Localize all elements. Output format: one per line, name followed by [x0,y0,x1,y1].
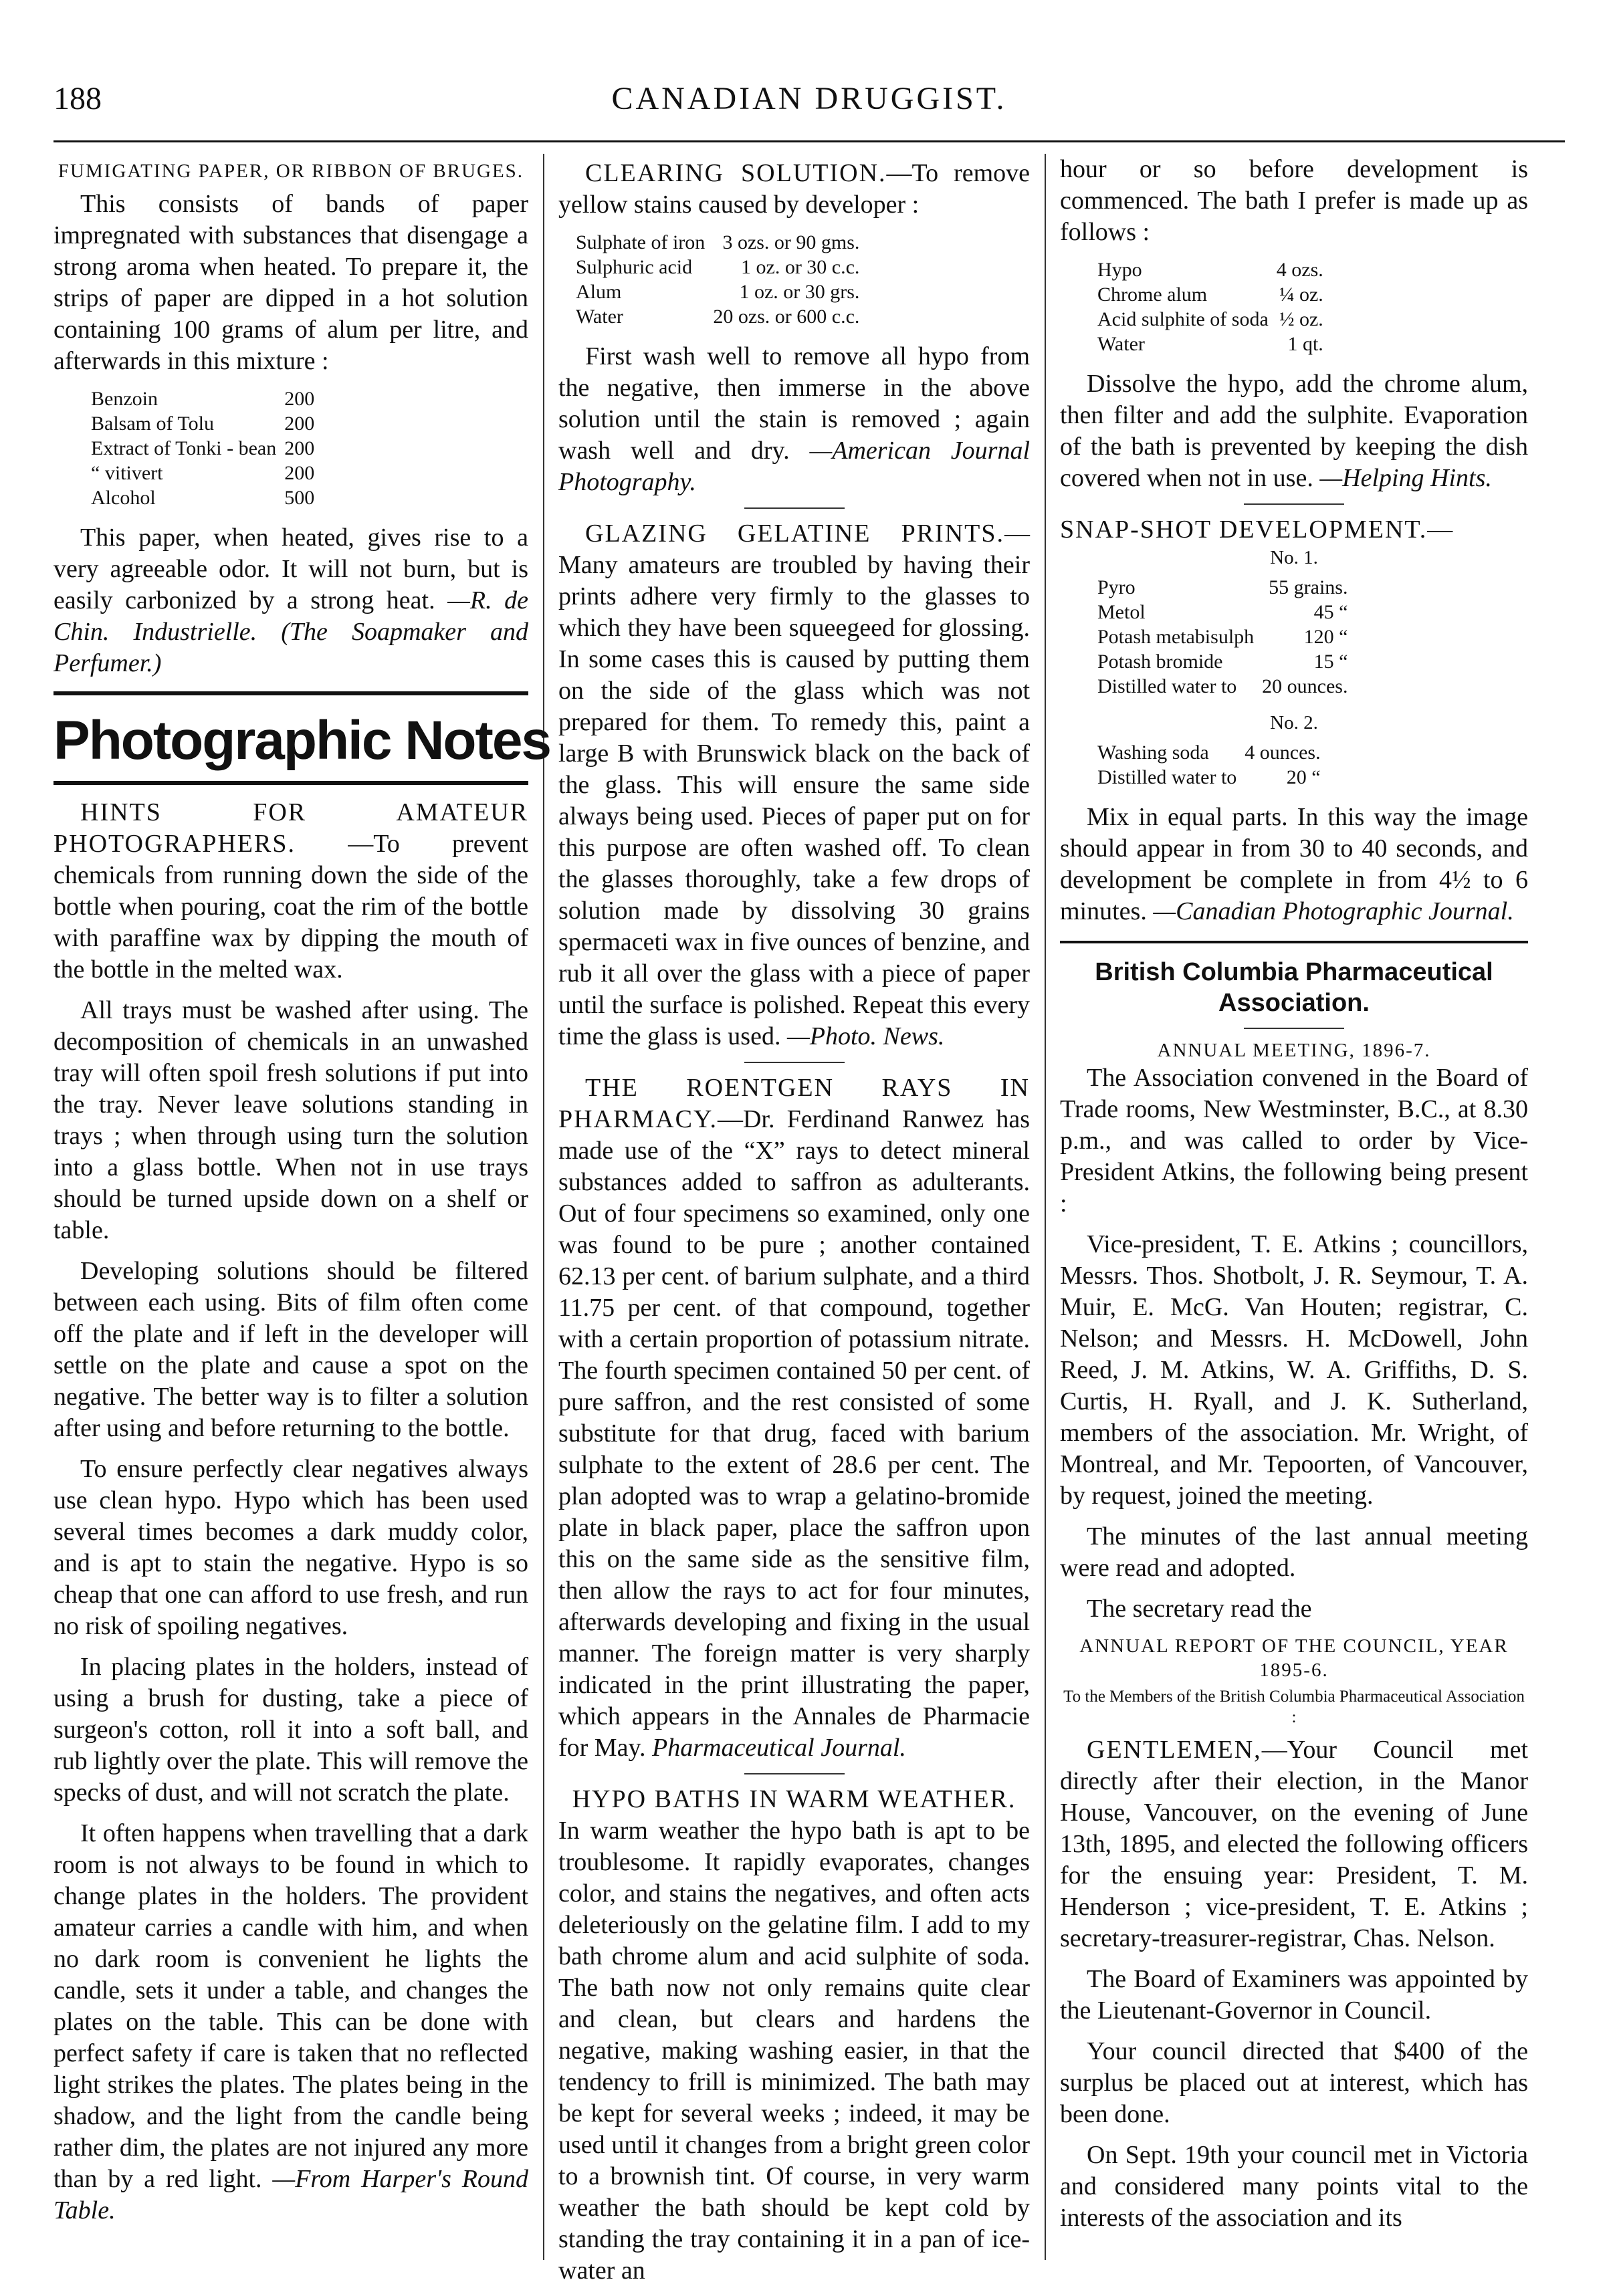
section-rule [1060,941,1528,943]
clearing-lead: CLEARING SOLUTION. [585,159,887,187]
fumigating-heading: FUMIGATING PAPER, OR RIBBON OF BRUGES. [58,160,524,182]
snapshot-para [1060,802,1528,927]
recipe-item: Extract of Tonki - bean [91,437,277,459]
fumigating-source: —R. de Chin. Industrielle. (The Soapmaker and Perfumer.) [53,586,529,677]
recipe-qty: 45 “ [1313,601,1348,623]
snapshot-no1: No. 1. [1270,547,1318,568]
bc-para-6: Your council directed that $400 of the surplus be placed out at interest, which has been done. [1060,2037,1528,2128]
column-2 [558,154,1030,2296]
recipe-qty: 20 “ [1286,766,1321,788]
annual-meeting-heading: ANNUAL MEETING, 1896-7. [1157,1040,1431,1061]
hints-para-6 [53,1818,528,2226]
glazing-para [558,518,1030,1052]
recipe-item: Potash metabisulph [1097,626,1255,648]
column-3 [1060,154,1528,2243]
hints-para-1 [53,797,528,986]
recipe-item: Chrome alum [1097,283,1208,306]
recipe-row [572,279,863,304]
recipe-row [1093,740,1325,765]
recipe-qty: ¼ oz. [1279,283,1323,306]
recipe-row [87,436,318,461]
hints-para-4: To ensure perfectly clear negatives always use clean hypo. Hypo which has been used several times becomes a dark muddy color, and is apt to stain the negative. Hypo is so cheap that one can afford to use fresh, and run no risk of spoiling negatives. [53,1455,528,1640]
article-divider [744,1062,845,1063]
snapshot-source: —Canadian Photographic Journal. [1153,897,1514,925]
gentlemen-text: —Your Council met directly after their election, in the Manor House, Vancouver, on the evening of June 13th, 1895, and elected the following officers for the ensuing year: President, T. M. Henderson ; vice-president, T. E. Atkins ; secretary-treasurer-registrar, Chas. Nelson. [1060,1736,1528,1952]
recipe-row [1093,332,1327,356]
hints-source: —From Harper's Round Table. [53,2165,529,2224]
recipe-item: Distilled water to [1097,675,1237,697]
recipe-item: Acid sulphite of soda [1097,308,1269,330]
recipe-row [87,411,318,436]
recipe-qty: ½ oz. [1279,308,1323,330]
bc-para-4: The secretary read the [1087,1595,1312,1623]
recipe-row [1093,624,1352,649]
article-divider [744,507,845,509]
recipe-row [87,485,318,510]
recipe-row [1093,765,1325,790]
recipe-row [1093,649,1352,674]
recipe-item: Benzoin [91,388,158,410]
article-divider [744,1773,845,1774]
page-number: 188 [53,81,102,116]
recipe-row [572,255,863,279]
recipe-item: Water [576,306,623,328]
article-divider [1244,1028,1344,1029]
hypo-para: In warm weather the hypo bath is apt to be troublesome. It rapidly evaporates, changes color, and stains the negatives, and often acts deleteriously on the gelatine film. I add to my bath chrome alum and acid sulphite of soda. The bath now not only remains quite clear and clean, but clears and hardens the negative, making washing easier, in that the tendency to frill is minimized. The bath may be kept for several weeks ; indeed, it may be used until it changes from a bright green color to a brownish tint. Of course, in very warm weather the bath should be kept cold by standing the tray containing it in a pan of ice-water an [558,1817,1030,2285]
bc-para-1: The Association convened in the Board of Trade rooms, New Westminster, B.C., at 8.30 p.m., and was called to order by Vice-President Atkins, the following being present : [1060,1064,1528,1218]
clearing-para [558,341,1030,498]
hints-para-1-text: —To prevent chemicals from running down the side of the bottle when pouring, coat the rim of the bottle with paraffine wax by dipping the mouth of the bottle in the melted wax. [53,830,528,984]
recipe-row [1093,257,1327,282]
bc-gentlemen-para [1060,1734,1528,1954]
recipe-item: Hypo [1097,259,1142,281]
recipe-item: Balsam of Tolu [91,413,214,435]
recipe-row [87,386,318,411]
recipe-row [1093,600,1352,624]
snapshot-recipe-1 [1093,575,1352,699]
recipe-row [1093,674,1352,699]
clearing-source: —American Journal Photography. [558,437,1031,496]
column-divider-1 [543,154,544,2260]
clearing-para-text: First wash well to remove all hypo from the negative, then immerse in the above solution until the stain is removed ; again wash well and dry. [558,342,1030,465]
recipe-item: Sulphuric acid [576,256,693,278]
hypo-heading: HYPO BATHS IN WARM WEATHER. [572,1785,1016,1813]
bc-para-2: Vice-president, T. E. Atkins ; councillors, Messrs. Thos. Shotbolt, J. R. Seymour, T. A. Muir, E. McG. Van Houten; registrar, C. Nelson; and Messrs. H. McDowell, John Reed, J. M. Atkins, W. A. Griffiths, D. S. Curtis, H. Ryall, and J. K. Sutherland, members of the association. Mr. Wright, of Montreal, and Mr. Tepoorten, of Vancouver, by request, joined the meeting. [1060,1230,1528,1510]
recipe-qty: 200 [284,437,315,459]
roentgen-source: Pharmaceutical Journal. [652,1734,906,1762]
roentgen-text: —Dr. Ferdinand Ranwez has made use of the “X” rays to detect mineral substances added to saffron as adulterants. Out of four specimens so examined, only one was found to be pure ; another contained 62.13 per cent. of barium sulphate, and a third 11.75 per cent. of that compound, together with a certain proportion of potassium nitrate. The fourth specimen contained 50 per cent. of pure saffron, and the rest consisted of some substitute for that drug, faced with barium sulphate to the extent of 28.6 per cent. The plan adopted was to wrap a gelatino-bromide plate in black paper, place the saffron upon this on the same side as the sensitive film, then allow the rays to act for four minutes, afterwards developing and fixing in the usual manner. The foreign matter is very sharply indicated in the print illustrating the paper, which appears in the Annales de Pharmacie for May. [558,1105,1030,1762]
gentlemen-lead: GENTLEMEN, [1087,1736,1262,1764]
snapshot-heading: SNAP-SHOT DEVELOPMENT.— [1060,515,1455,544]
annual-report-heading: ANNUAL REPORT OF THE COUNCIL, YEAR 1895-6. [1079,1635,1509,1681]
section-title-photographic-notes: Photographic Notes [53,710,551,771]
recipe-item: Washing soda [1097,741,1209,764]
recipe-qty: 200 [284,388,315,410]
recipe-qty: 4 ozs. [1276,259,1323,281]
recipe-qty: 4 ounces. [1245,741,1321,764]
recipe-qty: 15 “ [1313,651,1348,673]
hints-lead: HINTS FOR AMATEUR PHOTOGRAPHERS. [53,798,528,858]
hypo-source: —Helping Hints. [1319,464,1492,492]
bc-para-3: The minutes of the last annual meeting were read and adopted. [1060,1522,1528,1582]
clearing-intro [558,158,1030,221]
recipe-row [87,461,318,485]
column-divider-2 [1045,154,1046,2260]
glazing-source: —Photo. News. [786,1022,945,1050]
bc-association-title: British Columbia Pharmaceutical Association. [1095,958,1493,1017]
snapshot-recipe-2 [1093,740,1325,790]
fumigating-recipe [87,386,318,510]
column-1 [53,154,551,2236]
bc-para-7: On Sept. 19th your council met in Victoria and considered many points vital to the interests of the association and its [1060,2141,1528,2232]
recipe-qty: 200 [284,413,315,435]
section-rule-top [53,691,528,695]
recipe-item: Water [1097,333,1145,355]
recipe-item: Pyro [1097,576,1136,598]
fumigating-para-2 [53,522,528,679]
recipe-item: Alcohol [91,487,156,509]
recipe-item: Potash bromide [1097,651,1223,673]
recipe-item: Alum [576,281,622,303]
recipe-qty: 1 qt. [1287,333,1323,355]
recipe-qty: 120 “ [1303,626,1348,648]
recipe-qty: 500 [284,487,315,509]
article-divider [1244,503,1344,505]
recipe-qty: 55 grains. [1269,576,1348,598]
page-header [53,80,1565,134]
recipe-qty: 3 ozs. or 90 gms. [722,231,860,253]
recipe-item: Distilled water to [1097,766,1237,788]
hints-para-3: Developing solutions should be filtered between each using. Bits of film often come off the plate and if left in the developer will settle on the plate and cause a spot on the negative. The better way is to filter a solution after using and before returning to the bottle. [53,1257,528,1442]
hypo-instructions [1060,368,1528,494]
bc-para-5: The Board of Examiners was appointed by the Lieutenant-Governor in Council. [1060,1965,1528,2025]
hypo-continuation: hour or so before development is commenced. The bath I prefer is made up as follows : [1060,155,1528,246]
snapshot-no2: No. 2. [1270,712,1318,733]
glazing-text: —Many amateurs are troubled by having their prints adhere very firmly to the glasses to which they have been squeegeed for glossing. In some cases this is caused by putting them on the side of the glass which was not prepared for them. To remedy this, paint a large B with Brunswick black on the back of the glass. This will ensure the same side always being used. Pieces of paper put on for this purpose are often washed off. To clean the glasses thoroughly, take a few drops of solution made by dissolving 30 grains spermaceti wax in five ounces of benzine, and rub it all over the glass with a piece of paper until the surface is polished. Repeat this every time the glass is used. [558,520,1030,1050]
hypo-recipe [1093,257,1327,356]
roentgen-lead: THE ROENTGEN RAYS IN PHARMACY. [558,1074,1030,1133]
recipe-item: “ vitivert [91,462,163,484]
hypo-instructions-text: Dissolve the hypo, add the chrome alum, then filter and add the sulphite. Evaporation of the bath is prevented by keeping the dish covered when not in use. [1060,370,1528,492]
clearing-recipe [572,230,863,329]
hints-para-5: In placing plates in the holders, instead of using a brush for dusting, take a piece of surgeon's cotton, roll it into a soft ball, and rub lightly over the plate. This will remove the specks of dust, and will not scratch the plate. [53,1653,528,1807]
recipe-qty: 20 ounces. [1262,675,1348,697]
recipe-item: Metol [1097,601,1146,623]
masthead-title: CANADIAN DRUGGIST. [611,81,1007,116]
recipe-item: Sulphate of iron [576,231,706,253]
recipe-qty: 20 ozs. or 600 c.c. [713,306,860,328]
header-rule [53,140,1565,142]
hints-para-6-text: It often happens when travelling that a dark room is not always to be found in which to change plates in the holders. The provident amateur carries a candle with him, and when no dark room is convenient he lights the candle, sets it under a table, and changes the plates on the table. This can be done with perfect safety if care is taken that no reflected light strikes the plates. The plates being in the shadow, and the light from the candle being rather dim, the plates are not injured any more than by a red light. [53,1819,528,2193]
hints-para-2: All trays must be washed after using. The decomposition of chemicals in an unwashed tray will often spoil fresh solutions if put into the tray. Never leave solutions standing in trays ; when through using turn the solution into a glass bottle. When not in use trays should be turned upside down on a shelf or table. [53,996,528,1244]
recipe-qty: 200 [284,462,315,484]
snapshot-para-text: Mix in equal parts. In this way the image should appear in from 30 to 40 seconds, and development be complete in from 4½ to 6 minutes. [1060,803,1528,925]
glazing-lead: GLAZING GELATINE PRINTS. [585,520,1004,548]
fumigating-para-1: This consists of bands of paper impregnated with substances that disengage a strong aroma when heated. To prepare it, the strips of paper are dipped in a hot solution containing 100 grams of alum per litre, and afterwards in this mixture : [53,190,528,375]
recipe-row [1093,575,1352,600]
fumigating-para-2-text: This paper, when heated, gives rise to a very agreeable odor. It will not burn, but is easily carbonized by a strong heat. [53,524,528,614]
recipe-row [1093,282,1327,307]
recipe-qty: 1 oz. or 30 grs. [739,281,860,303]
recipe-row [572,230,863,255]
recipe-qty: 1 oz. or 30 c.c. [741,256,860,278]
roentgen-para [558,1072,1030,1764]
section-rule-bottom [53,781,528,785]
report-address: To the Members of the British Columbia Pharmaceutical Association : [1063,1688,1525,1726]
recipe-row [572,304,863,329]
clearing-intro-text: —To remove yellow stains caused by developer : [558,159,1030,219]
recipe-row [1093,307,1327,332]
